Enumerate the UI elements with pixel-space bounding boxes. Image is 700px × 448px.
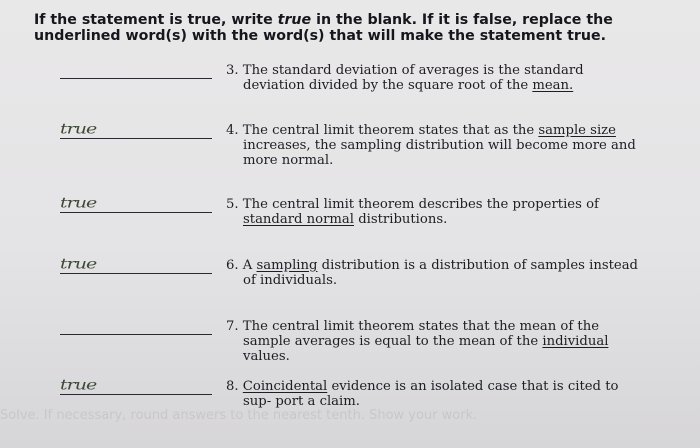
underlined-term: mean. — [532, 78, 574, 93]
statement-number: 6. — [226, 258, 239, 273]
answer-blank-3[interactable] — [60, 52, 212, 79]
statement-8: 8. Coincidental evidence is an isolated case that is cited to sup- port a claim. — [226, 379, 619, 409]
statement-number: 8. — [226, 379, 239, 394]
underlined-term: standard normal — [243, 212, 354, 227]
handwritten-answer-4: true — [60, 120, 97, 137]
underlined-term: sample size — [538, 123, 616, 138]
answer-blank-7[interactable] — [60, 308, 212, 335]
statement-6: 6. A sampling distribution is a distribution of samples instead of individuals. — [226, 258, 638, 288]
underlined-term: sampling — [256, 258, 318, 273]
answer-blank-8[interactable] — [60, 368, 212, 395]
statement-number: 4. — [226, 123, 239, 138]
statement-number: 5. — [226, 197, 239, 212]
answer-blank-4[interactable] — [60, 112, 212, 139]
instructions-text: If the statement is true, write true in the blank. If it is false, replace the underlined word(s) with the word(s) that will make the statement true. — [34, 12, 613, 44]
handwritten-answer-6: true — [60, 255, 97, 272]
handwritten-answer-5: true — [60, 194, 97, 211]
handwritten-answer-8: true — [60, 376, 97, 393]
bleed-through-text: Solve. If necessary, round answers to the nearest tenth. Show your work. — [0, 408, 478, 423]
statement-7: 7. The central limit theorem states that the mean of the sample averages is equal to the mean of the individual values. — [226, 319, 609, 364]
statement-number: 3. — [226, 63, 239, 78]
answer-blank-5[interactable] — [60, 186, 212, 213]
answer-blank-6[interactable] — [60, 247, 212, 274]
statement-3: 3. The standard deviation of averages is the standard deviation divided by the square root of the mean. — [226, 63, 584, 93]
statement-number: 7. — [226, 319, 239, 334]
underlined-term: individual — [542, 334, 609, 349]
statement-4: 4. The central limit theorem states that as the sample size increases, the sampling distribution will become more and more normal. — [226, 123, 636, 168]
statement-5: 5. The central limit theorem describes the properties of standard normal distributions. — [226, 197, 599, 227]
instructions-italic-true: true — [277, 12, 312, 28]
underlined-term: Coincidental — [242, 379, 328, 394]
